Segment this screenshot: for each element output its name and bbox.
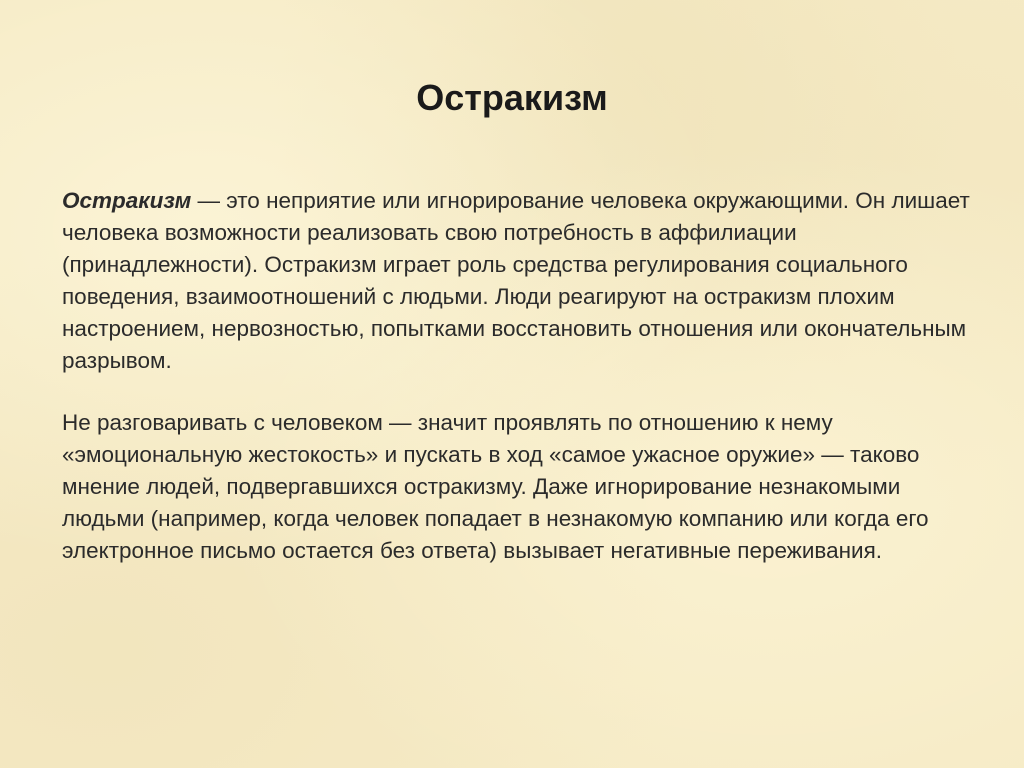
term-ostracism: Остракизм [62, 188, 192, 213]
slide-body [62, 185, 972, 567]
paragraph-definition [62, 185, 972, 377]
paragraph-definition-text: — это неприятие или игнорирование человека окружающими. Он лишает человека возможности реализовать свою потребность в аффилиации (принадлежности). Остракизм играет роль средства регулирования социального поведения, взаимоотношений с людьми. Люди реагируют на остракизм плохим настроением, нервозностью, попытками восстановить отношения или окончательным разрывом. [62, 188, 970, 373]
slide-title: Остракизм [416, 77, 608, 118]
paragraph-consequences-text: Не разговаривать с человеком — значит проявлять по отношению к нему «эмоциональную жестокость» и пускать в ход «самое ужасное оружие» — таково мнение людей, подвергавшихся остракизму. Даже игнорирование незнакомыми людьми (например, когда человек попадает в незнакомую компанию или когда его электронное письмо остается без ответа) вызывает негативные переживания. [62, 410, 929, 563]
paragraph-consequences [62, 407, 972, 567]
